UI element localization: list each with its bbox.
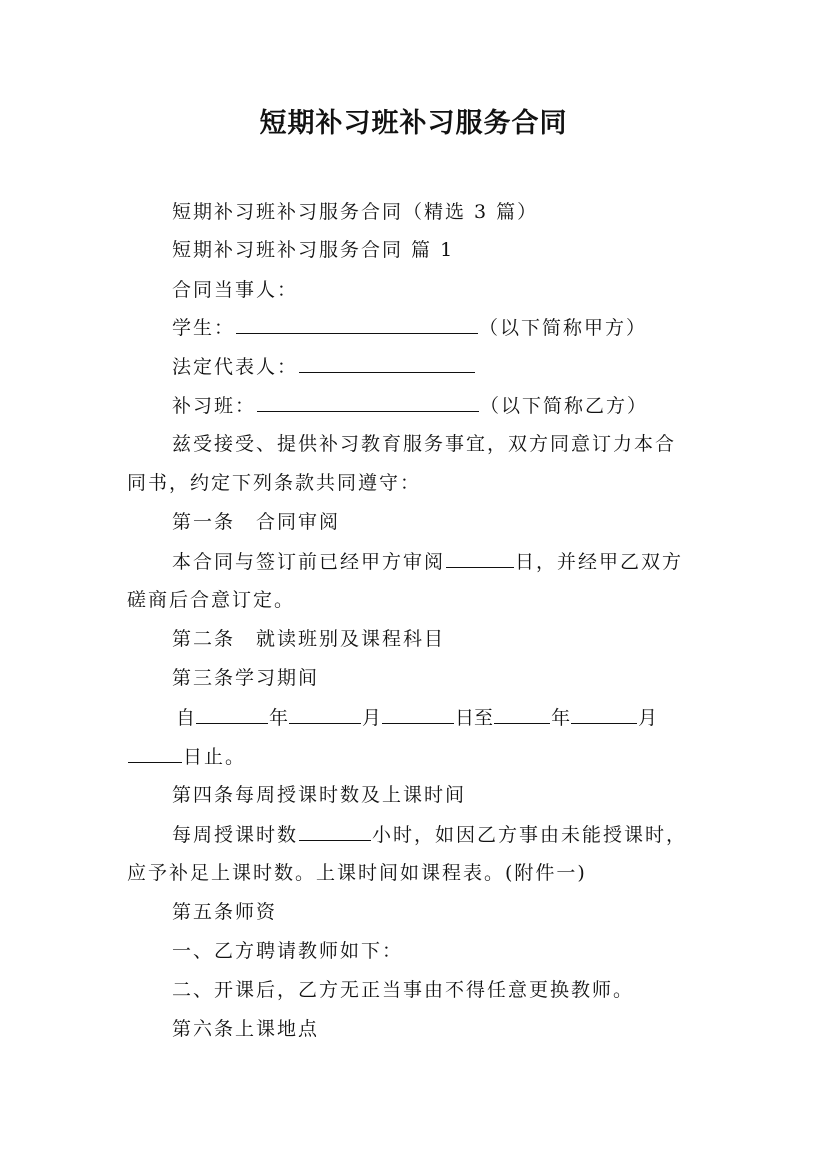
start-year-blank	[196, 703, 268, 724]
school-line	[172, 391, 648, 420]
year-label: 年	[269, 707, 289, 729]
paragraph-line: 短期补习班补习服务合同（精选 3 篇）	[172, 201, 539, 223]
review-text: 本合同与签订前已经甲方审阅	[172, 551, 446, 573]
school-label: 补习班：	[172, 395, 257, 417]
article-heading: 第一条 合同审阅	[172, 511, 341, 533]
article-heading: 第四条每周授课时数及上课时间	[172, 784, 467, 806]
start-month-blank	[289, 703, 361, 724]
paragraph-line: 应予补足上课时数。上课时间如课程表。(附件一)	[127, 862, 587, 884]
document-title: 短期补习班补习服务合同	[259, 108, 568, 139]
review-text-end: 日，并经甲乙双方	[515, 551, 684, 573]
end-year-blank	[494, 703, 550, 724]
hours-line	[172, 820, 687, 849]
paragraph-line: 磋商后合意订定。	[127, 589, 296, 611]
end-day-blank	[128, 742, 182, 763]
paragraph-line: 短期补习班补习服务合同 篇 1	[172, 239, 455, 261]
student-label: 学生：	[172, 317, 236, 339]
review-days-blank	[446, 547, 514, 568]
end-month-blank	[571, 703, 637, 724]
paragraph-line: 一、乙方聘请教师如下：	[172, 940, 404, 962]
article-heading: 第五条师资	[172, 901, 278, 923]
article-heading: 第三条学习期间	[172, 667, 320, 689]
month-label: 月	[638, 707, 658, 729]
article-heading: 第二条 就读班别及课程科目	[172, 628, 446, 650]
student-line	[172, 313, 647, 342]
paragraph-line: 二、开课后，乙方无正当事由不得任意更换教师。	[172, 979, 635, 1001]
hours-text: 每周授课时数	[172, 824, 299, 846]
period-line	[176, 703, 657, 732]
legal-rep-blank	[299, 352, 475, 373]
school-blank	[257, 391, 479, 412]
party-b-note: （以下简称乙方）	[480, 395, 649, 417]
month-label: 月	[362, 707, 382, 729]
review-line	[172, 547, 683, 576]
party-a-note: （以下简称甲方）	[479, 317, 648, 339]
hours-text-end: 小时，如因乙方事由未能授课时，	[372, 824, 688, 846]
legal-rep-line	[172, 352, 476, 381]
legal-rep-label: 法定代表人：	[172, 356, 299, 378]
paragraph-line: 兹受接受、提供补习教育服务事宜，双方同意订力本合	[172, 433, 677, 455]
paragraph-line: 合同当事人：	[172, 279, 299, 301]
article-heading: 第六条上课地点	[172, 1018, 320, 1040]
period-end-line	[127, 742, 246, 771]
start-day-blank	[382, 703, 454, 724]
student-blank	[236, 313, 478, 334]
day-to-label: 日至	[455, 707, 494, 729]
paragraph-line: 同书，约定下列条款共同遵守：	[127, 472, 422, 494]
hours-blank	[299, 820, 371, 841]
period-end-text: 日止。	[183, 746, 247, 768]
year-label: 年	[551, 707, 571, 729]
period-from: 自	[176, 707, 196, 729]
